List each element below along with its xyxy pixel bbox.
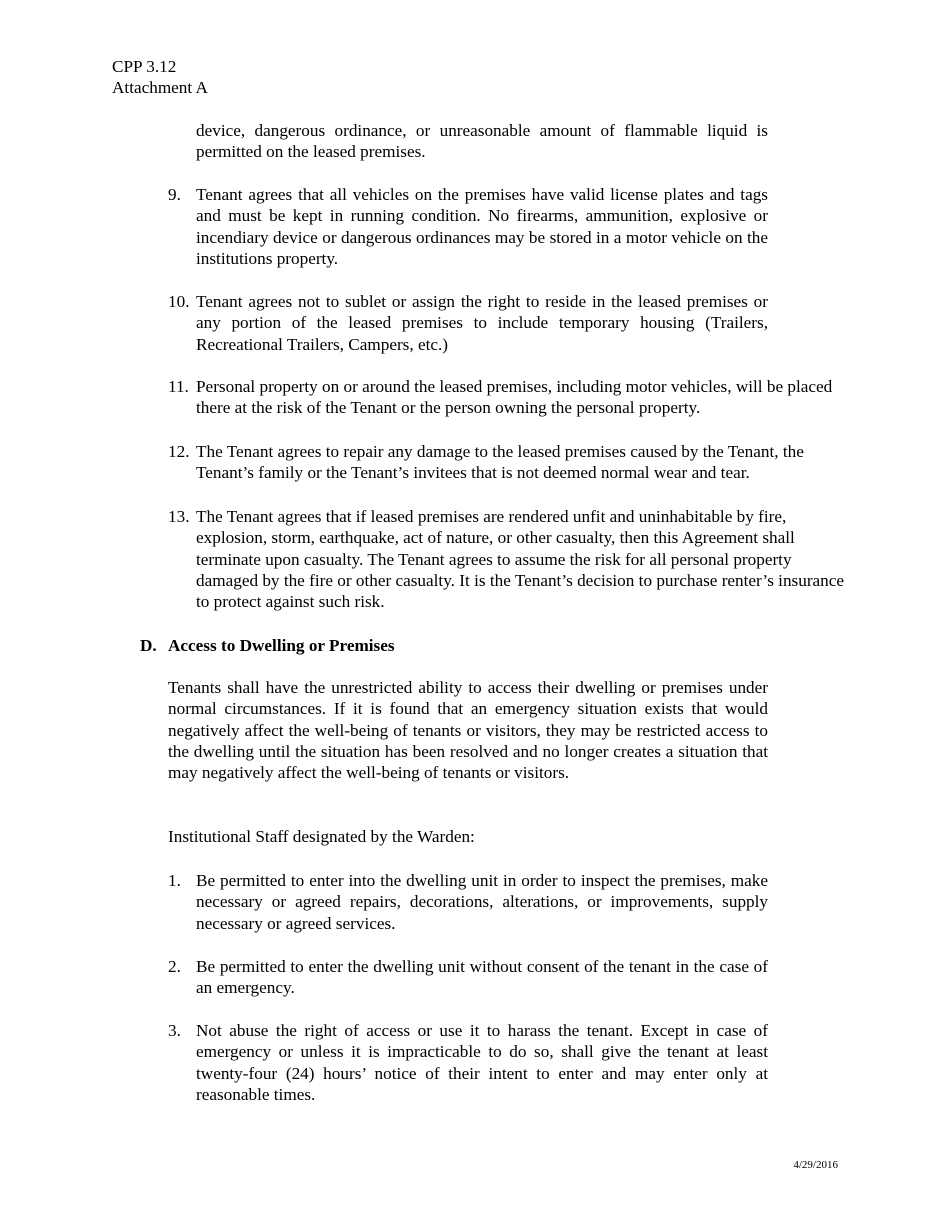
item-number: 9. — [168, 185, 181, 204]
list-item-text: The Tenant agrees to repair any damage to the leased premises caused by the Tenant, the Tenant’s family or the Tenant’s invitees that is not deemed normal wear and tear. — [196, 442, 804, 483]
list-item-text: Tenant agrees not to sublet or assign the right to reside in the leased premises or any portion of the leased premises to include temporary housing (Trailers, Recreational Trailers, Campers, etc.) — [196, 292, 768, 354]
section-title: Access to Dwelling or Premises — [168, 636, 395, 655]
list-item-text: Be permitted to enter into the dwelling unit in order to inspect the premises, make necessary or agreed repairs, decorations, alterations, or improvements, supply necessary or agreed services. — [196, 871, 768, 933]
attachment-label: Attachment A — [112, 78, 208, 97]
footer-date: 4/29/2016 — [793, 1159, 838, 1171]
item-number: 11. — [168, 377, 189, 396]
item-number: 2. — [168, 957, 181, 976]
document-id: CPP 3.12 — [112, 57, 177, 76]
item-number: 10. — [168, 292, 190, 311]
item-number: 1. — [168, 871, 181, 890]
section-paragraph: Tenants shall have the unrestricted ability to access their dwelling or premises under normal circumstances. If it is found that an emergency situation exists that would negatively affect the well-being of tenants or visitors, they may be restricted access to the dwelling until the situation has been resolved and no longer creates a situation that may negatively affect the well-being of tenants or visitors. — [168, 678, 768, 783]
list-item-text: Not abuse the right of access or use it to harass the tenant. Except in case of emergency or unless it is impracticable to do so, shall give the tenant at least twenty-four (24) hours’ notice of their intent to enter and may enter only at reasonable times. — [196, 1021, 768, 1104]
section-heading — [140, 635, 395, 656]
section-intro: Institutional Staff designated by the Warden: — [168, 827, 475, 846]
item-number: 3. — [168, 1021, 181, 1040]
section-letter: D. — [140, 636, 157, 655]
list-item-text: The Tenant agrees that if leased premises are rendered unfit and uninhabitable by fire, explosion, storm, earthquake, act of nature, or other casualty, then this Agreement shall terminate upon casualty. The Tenant agrees to assume the risk for all personal property damaged by the fire or other casualty. It is the Tenant’s decision to purchase renter’s insurance to protect against such risk. — [196, 507, 845, 612]
list-item-text: Personal property on or around the leased premises, including motor vehicles, will be placed there at the risk of the Tenant or the person owning the personal property. — [196, 377, 833, 418]
list-item-text: Be permitted to enter the dwelling unit without consent of the tenant in the case of an emergency. — [196, 957, 768, 998]
item-number: 13. — [168, 507, 190, 526]
continuation-text: device, dangerous ordinance, or unreasonable amount of flammable liquid is permitted on the leased premises. — [196, 121, 768, 162]
item-number: 12. — [168, 442, 190, 461]
list-item-text: Tenant agrees that all vehicles on the premises have valid license plates and tags and must be kept in running condition. No firearms, ammunition, explosive or incendiary device or dangerous ordinances may be stored in a motor vehicle on the institutions property. — [196, 185, 768, 268]
